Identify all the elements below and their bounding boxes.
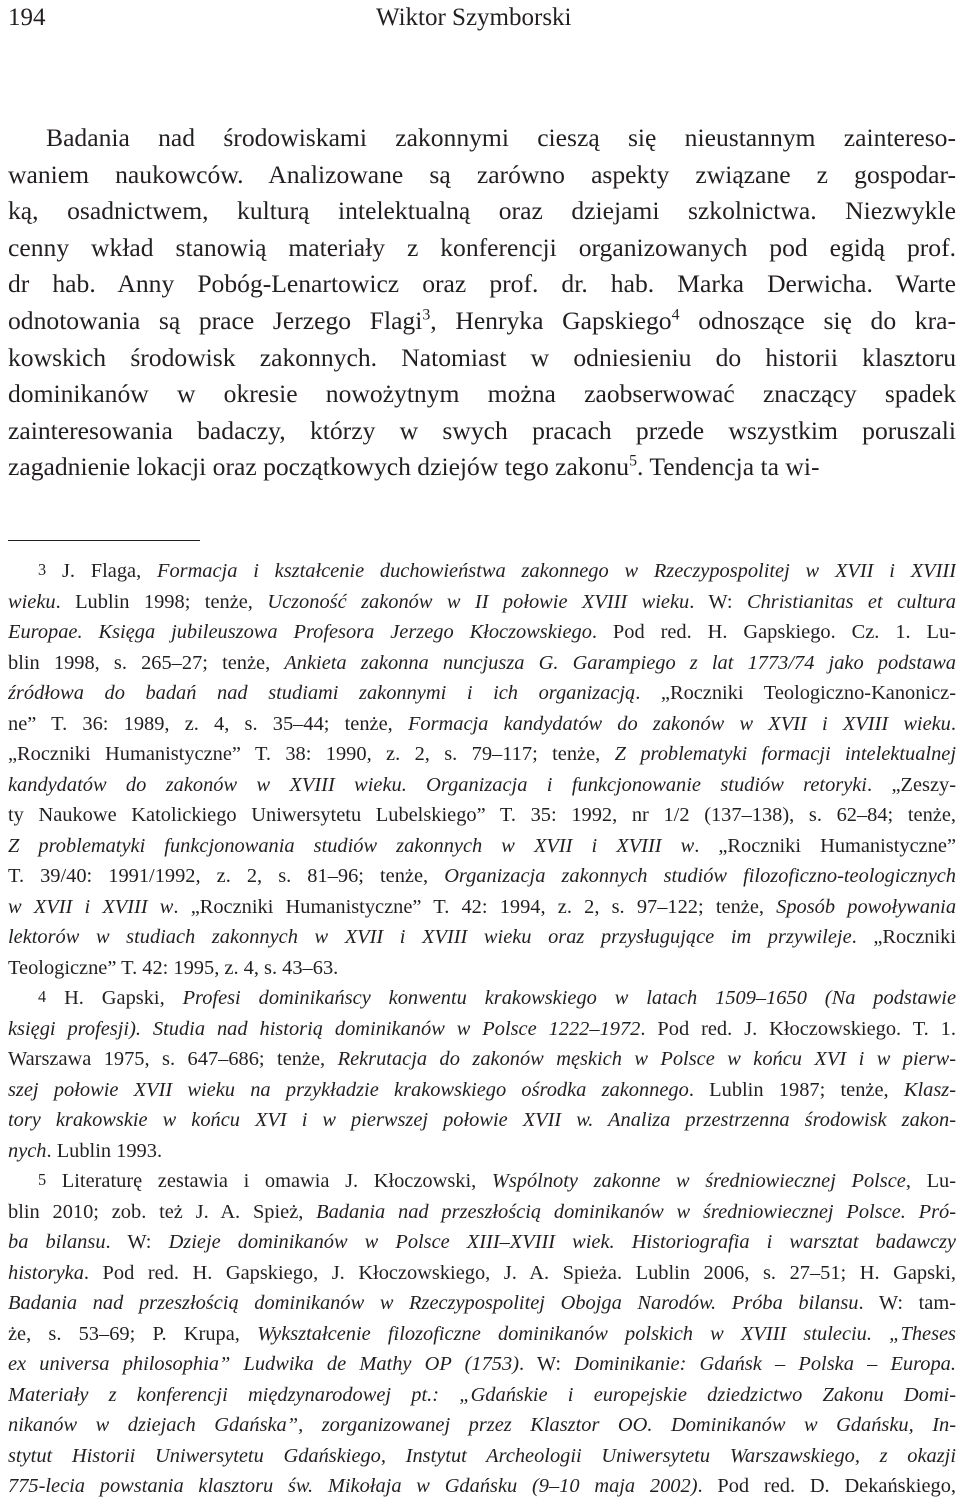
page-number: 194 xyxy=(8,4,46,31)
footnote-number: 3 xyxy=(38,560,47,580)
body-line xyxy=(8,413,956,450)
footnote-line xyxy=(8,1288,956,1319)
footnote-separator xyxy=(8,540,200,541)
text-run: T. 39/40: 1991/1992, z. 2, s. 81–96; tenże, xyxy=(8,865,445,887)
text-run: dr hab. Anny Pobóg-Lenartowicz oraz prof. dr. hab. Marka Derwicha. Warte xyxy=(8,269,956,299)
text-run: Badania nad środowiskami zakonnymi cieszą się nieustannym zaintereso- xyxy=(46,123,956,152)
text-run: dominikanów w okresie nowożytnym można zaobserwować znaczący spadek xyxy=(8,379,956,409)
text-run: . „Roczniki Humanistyczne” xyxy=(694,834,956,857)
body-line xyxy=(8,230,956,267)
footnote-reference: 3 xyxy=(422,306,431,324)
footnote-line xyxy=(8,892,956,923)
text-run: kowskich środowisk zakonnych. Natomiast w odniesieniu do historii klasztoru xyxy=(8,342,956,372)
text-run: J. Flaga, xyxy=(46,560,157,582)
text-run: . Pod red. H. Gapskiego. Cz. 1. Lu- xyxy=(591,621,956,643)
text-run: odnoszące się do kra- xyxy=(679,305,956,335)
text-run: że, s. 53–69; P. Krupa, xyxy=(8,1322,258,1345)
text-run: . „Roczniki xyxy=(851,926,956,948)
italic-text: 775-lecia powstania klasztoru św. Mikołaja w Gdańsku (9–10 maja 2002) xyxy=(8,1475,698,1497)
footnote-line xyxy=(8,1014,956,1045)
running-head: Wiktor Szymborski xyxy=(376,4,572,31)
italic-text: kandydatów do zakonów w XVIII wieku. Organizacja i funkcjonowanie studiów retoryki xyxy=(8,773,867,796)
body-line xyxy=(8,376,956,413)
body-line xyxy=(8,120,956,157)
italic-text: Organizacja zakonnych studiów filozoficzno-teologicznych xyxy=(444,865,956,887)
italic-text: Christianitas et cultura xyxy=(746,590,956,613)
text-run: , Lu- xyxy=(905,1170,956,1192)
italic-text: Badania nad przeszłością dominikanów w Rzeczypospolitej Obojga Narodów. Próba bilansu xyxy=(8,1292,859,1314)
text-run: waniem naukowców. Analizowane są zarówno aspekty związane z gospodar- xyxy=(8,159,956,189)
text-run: . W: xyxy=(105,1231,169,1253)
text-run: . Lublin 1993. xyxy=(46,1139,163,1162)
footnote-line xyxy=(8,617,956,648)
footnote-line xyxy=(8,1227,956,1258)
text-run: H. Gapski, xyxy=(46,987,183,1009)
text-run: . Tendencja ta wi- xyxy=(637,452,820,482)
body-line xyxy=(8,449,956,486)
footnote-line xyxy=(8,648,956,679)
footnote-reference: 5 xyxy=(629,452,638,470)
text-run: zagadnienie lokacji oraz początkowych dziejów tego zakonu xyxy=(8,452,630,482)
footnote-line xyxy=(8,587,956,618)
italic-text: Badania nad przeszłością dominikanów w średniowiecznej Polsce. Pró- xyxy=(316,1200,956,1223)
text-run: . „Zeszy- xyxy=(866,773,956,796)
text-run: . Pod red. J. Kłoczowskiego. T. 1. xyxy=(640,1017,956,1040)
footnote-number: 5 xyxy=(38,1170,47,1190)
italic-text: Uczoność zakonów w II połowie XVIII wieku xyxy=(267,590,690,613)
text-run: cenny wkład stanowią materiały z konferencji organizowanych pod egidą prof. xyxy=(8,232,956,262)
text-run: Literaturę zestawia i omawia J. Kłoczowski, xyxy=(46,1170,492,1192)
italic-text: Z problematyki funkcjonowania studiów zakonnych w XVII i XVIII w xyxy=(8,834,695,857)
text-run: . W: tam- xyxy=(858,1292,956,1314)
italic-text: stytut Historii Uniwersytetu Gdańskiego, Instytut Archeologii Uniwersytetu Warszawskiego, z okazji xyxy=(8,1444,956,1467)
italic-text: wieku xyxy=(8,590,56,613)
footnote-line xyxy=(8,1380,956,1411)
text-run: . Lublin 1987; tenże, xyxy=(688,1078,904,1101)
italic-text: Dominikanie: Gdańsk – Polska – Europa. xyxy=(574,1353,956,1375)
text-run: blin 2010; zob. też J. A. Spież, xyxy=(8,1200,317,1223)
footnote-line xyxy=(8,709,956,740)
footnote-line xyxy=(8,739,956,770)
footnote-line xyxy=(8,770,956,801)
italic-text: źródłowa do badań nad studiami zakonnymi i ich organizacją xyxy=(8,682,636,704)
text-run: ką, osadnictwem, kulturą intelektualną oraz dziejami szkolnictwa. Niezwykle xyxy=(8,196,956,226)
footnote-line xyxy=(8,1044,956,1075)
italic-text: Wspólnoty zakonne w średniowiecznej Polsce xyxy=(491,1170,906,1192)
footnote-line xyxy=(8,1441,956,1472)
footnote-number: 4 xyxy=(38,987,47,1007)
italic-text: Formacja i kształcenie duchowieństwa zakonnego w Rzeczypospolitej w XVII i XVIII xyxy=(156,560,956,582)
footnotes xyxy=(8,556,956,1502)
body-line xyxy=(8,157,956,194)
italic-text: księgi profesji). Studia nad historią dominikanów w Polsce 1222–1972 xyxy=(8,1017,641,1040)
text-run: , Henryka Gapskiego xyxy=(430,305,672,335)
footnote-line xyxy=(8,861,956,892)
footnote-line xyxy=(8,1166,956,1197)
italic-text: Sposób powoływania xyxy=(776,895,956,918)
footnote-line xyxy=(8,1258,956,1289)
text-run: ty Naukowe Katolickiego Uniwersytetu Lubelskiego” T. 35: 1992, nr 1/2 (137–138), s. 62–84; tenże, xyxy=(8,804,956,826)
text-run: . W: xyxy=(689,590,747,613)
footnote-line xyxy=(8,831,956,862)
body-line xyxy=(8,266,956,303)
italic-text: Ankieta zakonna nuncjusza G. Garampiego z lat 1773/74 jako podstawa xyxy=(284,651,956,674)
footnote-line xyxy=(8,1197,956,1228)
footnote-reference: 4 xyxy=(671,306,680,324)
body-line xyxy=(8,193,956,230)
text-run: . Pod red. D. Dekańskiego, xyxy=(697,1475,956,1497)
italic-text: nych xyxy=(8,1139,47,1162)
text-run: . W: xyxy=(519,1353,575,1375)
text-run: „Roczniki Humanistyczne” T. 38: 1990, z. 2, s. 79–117; tenże, xyxy=(8,743,615,765)
footnote-line xyxy=(8,1075,956,1106)
text-run: . xyxy=(950,712,956,735)
italic-text: Materiały z konferencji międzynarodowej pt.: „Gdańskie i europejskie dziedzictwo Zakonu Domi- xyxy=(8,1383,956,1406)
text-run: blin 1998, s. 265–27; tenże, xyxy=(8,651,285,674)
text-run: ne” T. 36: 1989, z. 4, s. 35–44; tenże, xyxy=(8,712,408,735)
italic-text: Rekrutacja do zakonów męskich w Polsce w końcu XVI i w pierw- xyxy=(337,1048,956,1070)
italic-text: ba bilansu xyxy=(8,1231,106,1253)
italic-text: w XVII i XVIII w xyxy=(8,895,174,918)
body-paragraph xyxy=(8,120,956,486)
footnote-line xyxy=(8,1410,956,1441)
italic-text: historyka xyxy=(8,1261,84,1284)
text-run: odnotowania są prace Jerzego Flagi xyxy=(8,305,423,335)
italic-text: nikanów w dziejach Gdańska”, zorganizowanej przez Klasztor OO. Dominikanów w Gdańsku, In- xyxy=(8,1414,956,1436)
body-line xyxy=(8,303,956,340)
italic-text: Europae. Księga jubileuszowa Profesora Jerzego Kłoczowskiego xyxy=(8,621,592,643)
text-run: Warszawa 1975, s. 647–686; tenże, xyxy=(8,1048,338,1070)
footnote-line xyxy=(8,556,956,587)
italic-text: ex universa philosophia” Ludwika de Mathy OP (1753) xyxy=(8,1353,519,1375)
italic-text: Wykształcenie filozoficzne dominikanów polskich w XVIII stuleciu. „Theses xyxy=(257,1322,956,1345)
footnote-line xyxy=(8,983,956,1014)
footnote-line xyxy=(8,1319,956,1350)
text-run: Teologiczne” T. 42: 1995, z. 4, s. 43–63. xyxy=(8,956,339,979)
footnote-line xyxy=(8,1349,956,1380)
text-run: . „Roczniki Teologiczno-Kanonicz- xyxy=(635,682,956,704)
text-run: zainteresowania badaczy, którzy w swych pracach przede wszystkim poruszali xyxy=(8,415,956,445)
text-run: . „Roczniki Humanistyczne” T. 42: 1994, z. 2, s. 97–122; tenże, xyxy=(173,895,777,918)
footnote-line xyxy=(8,800,956,831)
footnote-line xyxy=(8,922,956,953)
italic-text: szej połowie XVII wieku na przykładzie krakowskiego ośrodka zakonnego xyxy=(8,1078,689,1101)
italic-text: Z problematyki formacji intelektualnej xyxy=(614,743,956,765)
italic-text: Dzieje dominikanów w Polsce XIII–XVIII wiek. Historiografia i warsztat badawczy xyxy=(168,1231,956,1253)
italic-text: tory krakowskie w końcu XVI i w pierwszej połowie XVII w. Analiza przestrzenna środowisk zakon- xyxy=(8,1109,956,1131)
italic-text: Profesi dominikańscy konwentu krakowskiego w latach 1509–1650 (Na podstawie xyxy=(182,987,956,1009)
text-run: . Pod red. H. Gapskiego, J. Kłoczowskiego, J. A. Spieża. Lublin 2006, s. 27–51; H. Gapski, xyxy=(83,1261,956,1284)
italic-text: Klasz- xyxy=(903,1078,956,1101)
footnote-line xyxy=(8,1105,956,1136)
text-run: . Lublin 1998; tenże, xyxy=(55,590,268,613)
body-line xyxy=(8,340,956,377)
footnote-line xyxy=(8,1136,956,1167)
footnote-line xyxy=(8,678,956,709)
footnote-line xyxy=(8,1471,956,1502)
italic-text: lektorów w studiach zakonnych w XVII i XVIII wieku oraz przysługujące im przywileje xyxy=(8,926,852,948)
italic-text: Formacja kandydatów do zakonów w XVII i XVIII wieku xyxy=(407,712,951,735)
footnote-line xyxy=(8,953,956,984)
